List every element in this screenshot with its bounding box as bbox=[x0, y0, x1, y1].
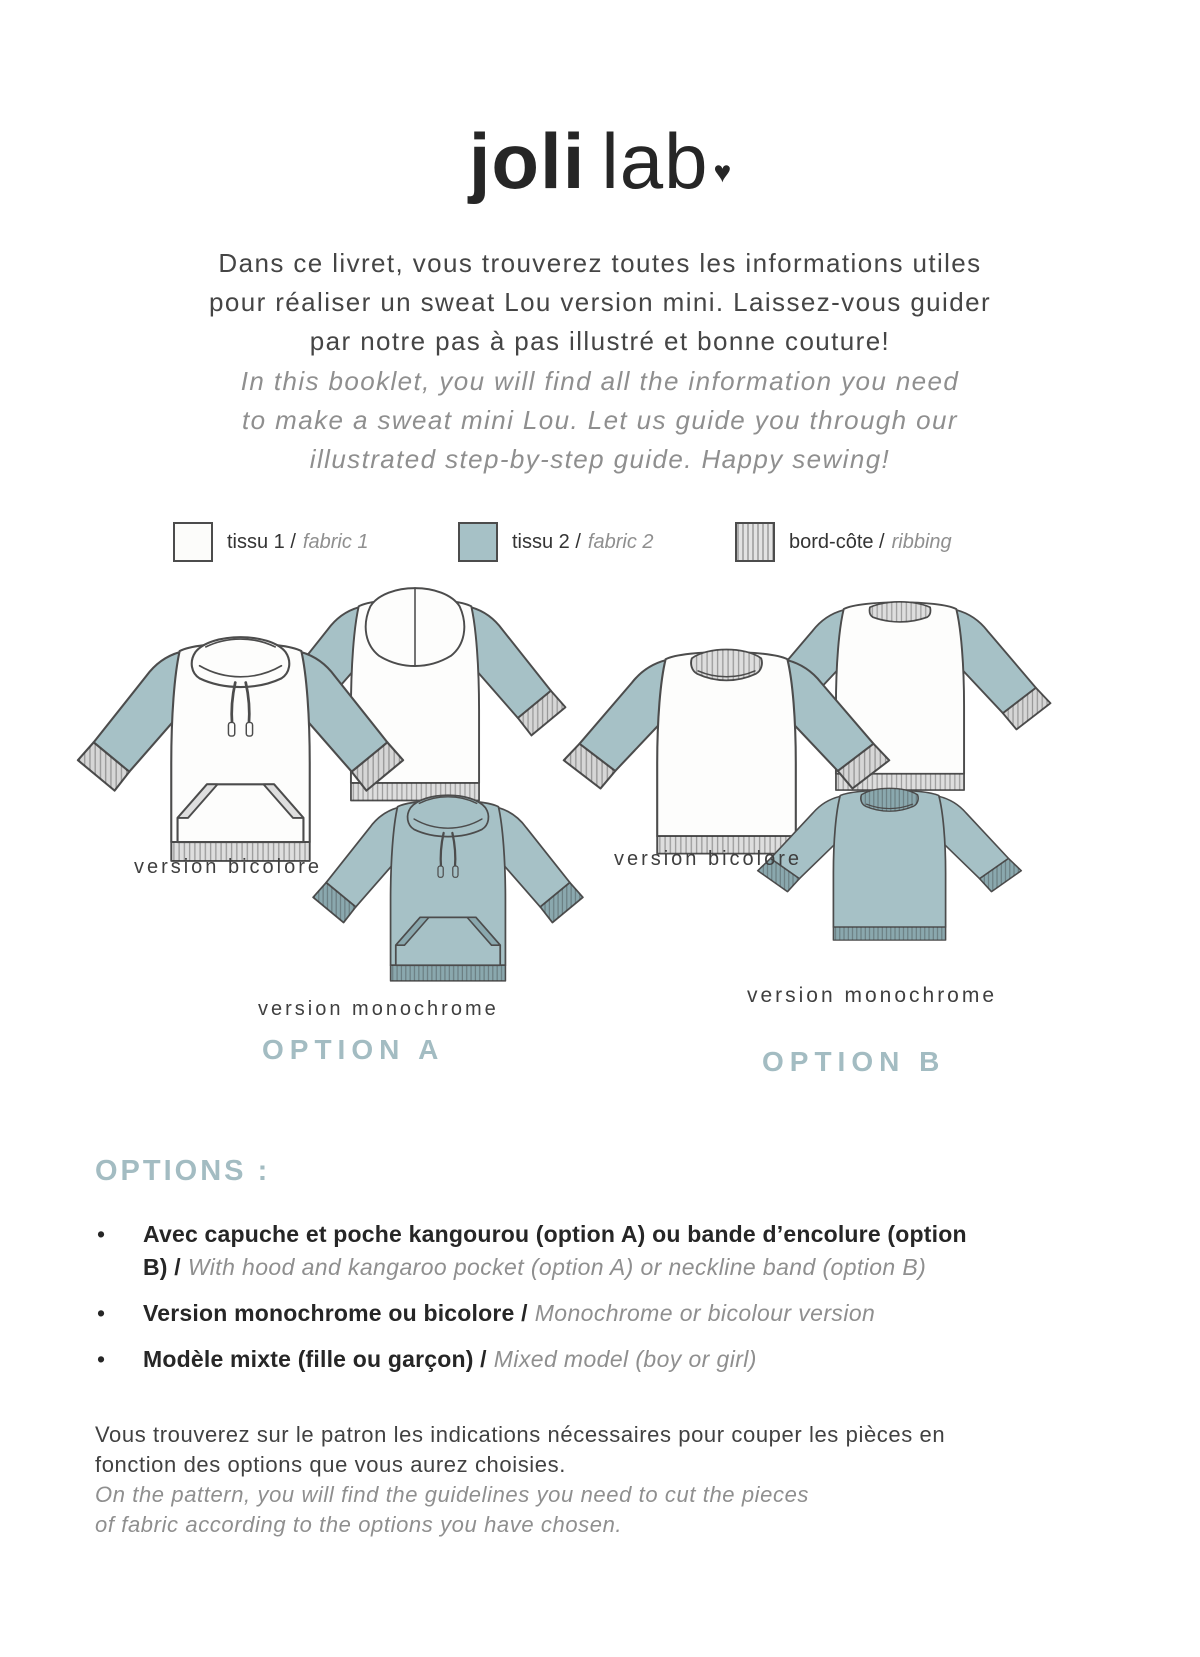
option-bullet-mixed-model bbox=[95, 1343, 975, 1376]
footnote-en-line: of fabric according to the options you have chosen. bbox=[95, 1512, 623, 1537]
caption-option-a-monochrome: version monochrome bbox=[258, 998, 499, 1020]
bullet-en: With hood and kangaroo pocket (option A) or neckline band (option B) bbox=[187, 1254, 927, 1280]
legend-en: fabric 2 bbox=[587, 530, 654, 553]
footnote bbox=[95, 1420, 945, 1540]
footnote-en-line: On the pattern, you will find the guidelines you need to cut the pieces bbox=[95, 1482, 810, 1507]
options-list bbox=[95, 1218, 975, 1389]
intro-fr-line: par notre pas à pas illustré et bonne couture! bbox=[309, 326, 891, 356]
caption-option-a-bicolore: version bicolore bbox=[133, 856, 323, 878]
footnote-fr-line: Vous trouverez sur le patron les indications nécessaires pour couper les pièces en bbox=[95, 1422, 946, 1447]
bullet-en: Monochrome or bicolour version bbox=[534, 1300, 876, 1326]
intro-fr-line: pour réaliser un sweat Lou version mini. Laissez-vous guider bbox=[208, 287, 991, 317]
caption-option-b-monochrome: version monochrome bbox=[746, 984, 998, 1007]
legend-label bbox=[789, 531, 952, 554]
options-heading: OPTIONS : bbox=[95, 1155, 271, 1187]
fabric1-swatch-icon bbox=[173, 522, 213, 562]
caption-option-b-bicolore: version bicolore bbox=[613, 848, 803, 870]
option-a-title: OPTION A bbox=[262, 1034, 445, 1065]
legend-fr: bord-côte / bbox=[789, 530, 885, 553]
logo-joli: joli bbox=[468, 117, 586, 205]
footnote-fr-line: fonction des options que vous aurez choisies. bbox=[95, 1452, 566, 1477]
intro-en-line: to make a sweat mini Lou. Let us guide you through our bbox=[242, 405, 958, 435]
legend-en: fabric 1 bbox=[302, 530, 369, 553]
heart-icon: ♥ bbox=[713, 156, 732, 189]
intro-fr-line: Dans ce livret, vous trouverez toutes les informations utiles bbox=[218, 248, 982, 278]
intro-english bbox=[0, 362, 1200, 479]
legend-en: ribbing bbox=[891, 530, 952, 553]
bullet-en: Mixed model (boy or girl) bbox=[493, 1346, 757, 1372]
option-bullet-hood-pocket bbox=[95, 1218, 975, 1284]
bullet-fr: Avec capuche et poche kangourou (option A) ou bande d’encolure (option B) / bbox=[143, 1221, 967, 1280]
option-bullet-mono-bicolour bbox=[95, 1297, 975, 1330]
intro-french bbox=[0, 244, 1200, 361]
bullet-fr: Version monochrome ou bicolore / bbox=[143, 1300, 528, 1326]
option-b-title: OPTION B bbox=[762, 1046, 946, 1077]
legend-fr: tissu 2 / bbox=[512, 530, 581, 553]
intro-en-line: illustrated step-by-step guide. Happy sewing! bbox=[309, 444, 891, 474]
hoodie-front-drawing bbox=[313, 795, 583, 981]
bullet-fr: Modèle mixte (fille ou garçon) / bbox=[143, 1346, 487, 1372]
logo bbox=[0, 116, 1200, 207]
intro-en-line: In this booklet, you will find all the information you need bbox=[240, 366, 960, 396]
legend-fr: tissu 1 / bbox=[227, 530, 296, 553]
logo-lab: lab bbox=[601, 117, 709, 205]
